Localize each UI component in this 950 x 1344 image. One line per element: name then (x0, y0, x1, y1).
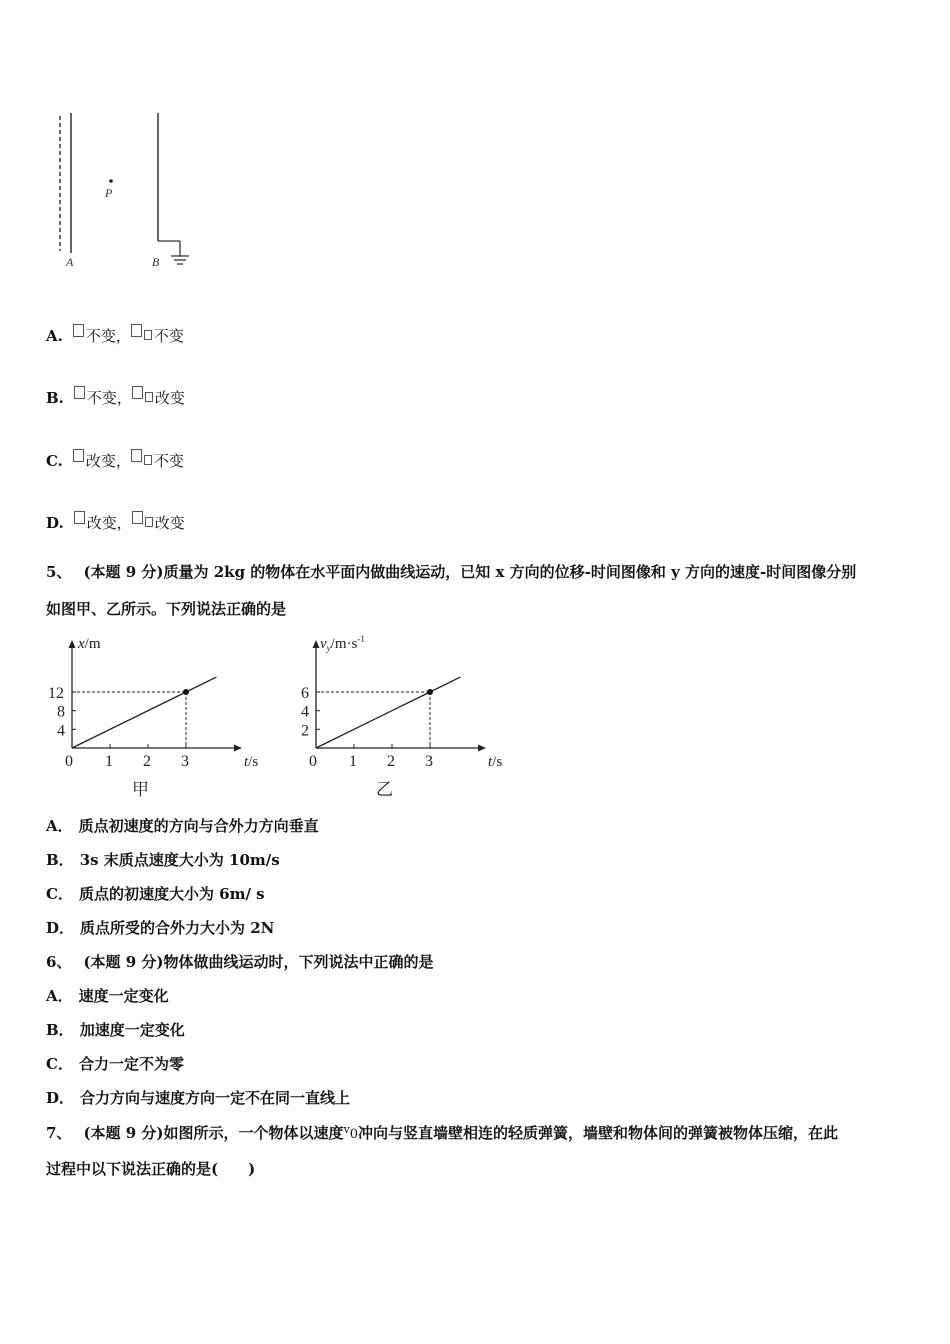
option-letter: C. (46, 452, 63, 470)
data-point (427, 689, 433, 695)
question-number: 5、 (46, 563, 72, 581)
q5-option-d: D． 质点所受的合外力大小为 2N (46, 919, 275, 937)
x-tick-label: 1 (349, 753, 357, 770)
v0-symbol: $^v$0 (343, 1123, 359, 1142)
q4-option-a: A. 不变， 不变 (46, 324, 184, 346)
q5-stem-line1 (46, 561, 856, 582)
question-score: (本题 9 分) (83, 1124, 164, 1142)
capacitor-figure (52, 108, 202, 273)
missing-glyph-icon (131, 324, 142, 337)
y-tick-label: 2 (301, 722, 309, 740)
question-text: 质量为 2kg 的物体在水平面内做曲线运动，已知 x 方向的位移-时间图像和 y 方向的速度-时间图像分别 (163, 563, 857, 581)
missing-glyph-icon (132, 386, 143, 399)
question-score: (本题 9 分) (83, 953, 164, 971)
plate-a-label: A (66, 255, 74, 269)
q4-option-b: B. 不变， 改变 (46, 386, 185, 408)
chart-jia (46, 630, 266, 805)
point-p-label: P (105, 186, 113, 200)
question-number: 6、 (46, 953, 72, 971)
x-tick-label: 0 (65, 753, 73, 770)
data-point (183, 689, 189, 695)
y-tick-label: 8 (57, 703, 65, 721)
q6-option-a: A． 速度一定变化 (46, 987, 169, 1005)
missing-glyph-icon (74, 386, 85, 399)
q6-stem (46, 951, 434, 972)
option-letter: D. (46, 514, 64, 532)
y-axis-label: $v_y/m\cdot s^{-1}$ (320, 634, 365, 653)
y-tick-label: 4 (301, 703, 309, 721)
missing-glyph-icon (145, 517, 153, 527)
y-axis-label: x/m (78, 636, 101, 652)
x-axis-arrow-icon (478, 745, 486, 752)
series-line (72, 677, 216, 748)
missing-glyph-icon (145, 392, 153, 402)
x-tick-label: 3 (425, 753, 433, 770)
series-line (316, 677, 460, 748)
q6-option-d: D． 合力方向与速度方向一定不在同一直线上 (46, 1089, 351, 1107)
question-text: 物体做曲线运动时，下列说法中正确的是 (163, 953, 434, 971)
x-tick-label: 2 (387, 753, 395, 770)
missing-glyph-icon (73, 324, 84, 337)
chart-caption: 甲 (132, 780, 149, 799)
q7-stem-line2: 过程中以下说法正确的是( ) (46, 1160, 256, 1178)
x-tick-label: 0 (309, 753, 317, 770)
q5-option-c: C． 质点的初速度大小为 6m/ s (46, 885, 265, 903)
q5-option-a: A． 质点初速度的方向与合外力方向垂直 (46, 817, 319, 835)
plate-b-label: B (152, 255, 160, 269)
missing-glyph-icon (131, 449, 142, 462)
option-letter: B. (46, 389, 64, 407)
x-axis-label: t/s (488, 754, 503, 770)
x-tick-label: 3 (181, 753, 189, 770)
q4-option-d: D. 改变， 改变 (46, 511, 185, 533)
q5-option-b: B． 3s 末质点速度大小为 10m/s (46, 851, 280, 869)
question-score: (本题 9 分) (83, 563, 164, 581)
y-axis-arrow-icon (69, 640, 76, 648)
q7-stem-line1: 7、 (本题 9 分)如图所示，一个物体以速度$^v$0冲向与竖直墙壁相连的轻质弹簧，墙壁和物体间的弹簧被物体压缩，在此 (46, 1123, 839, 1142)
chart-yi (290, 630, 510, 805)
chart-caption: 乙 (376, 780, 393, 799)
question-number: 7、 (46, 1124, 72, 1142)
point-p-dot (109, 179, 113, 183)
y-tick-label: 12 (48, 685, 64, 702)
ground-icon (171, 256, 189, 264)
x-tick-label: 2 (143, 753, 151, 770)
missing-glyph-icon (132, 511, 143, 524)
q5-stem-line2: 如图甲、乙所示。下列说法正确的是 (46, 600, 287, 618)
x-tick-label: 1 (105, 753, 113, 770)
y-tick-label: 6 (301, 685, 309, 702)
y-axis-arrow-icon (313, 640, 320, 648)
q6-option-c: C． 合力一定不为零 (46, 1055, 184, 1073)
missing-glyph-icon (73, 449, 84, 462)
missing-glyph-icon (144, 330, 152, 340)
missing-glyph-icon (144, 455, 152, 465)
y-tick-label: 4 (57, 722, 65, 740)
q6-option-b: B． 加速度一定变化 (46, 1021, 185, 1039)
x-axis-arrow-icon (234, 745, 242, 752)
option-letter: A. (46, 327, 63, 345)
missing-glyph-icon (74, 511, 85, 524)
x-axis-label: t/s (244, 754, 259, 770)
q4-option-c: C. 改变， 不变 (46, 449, 184, 471)
